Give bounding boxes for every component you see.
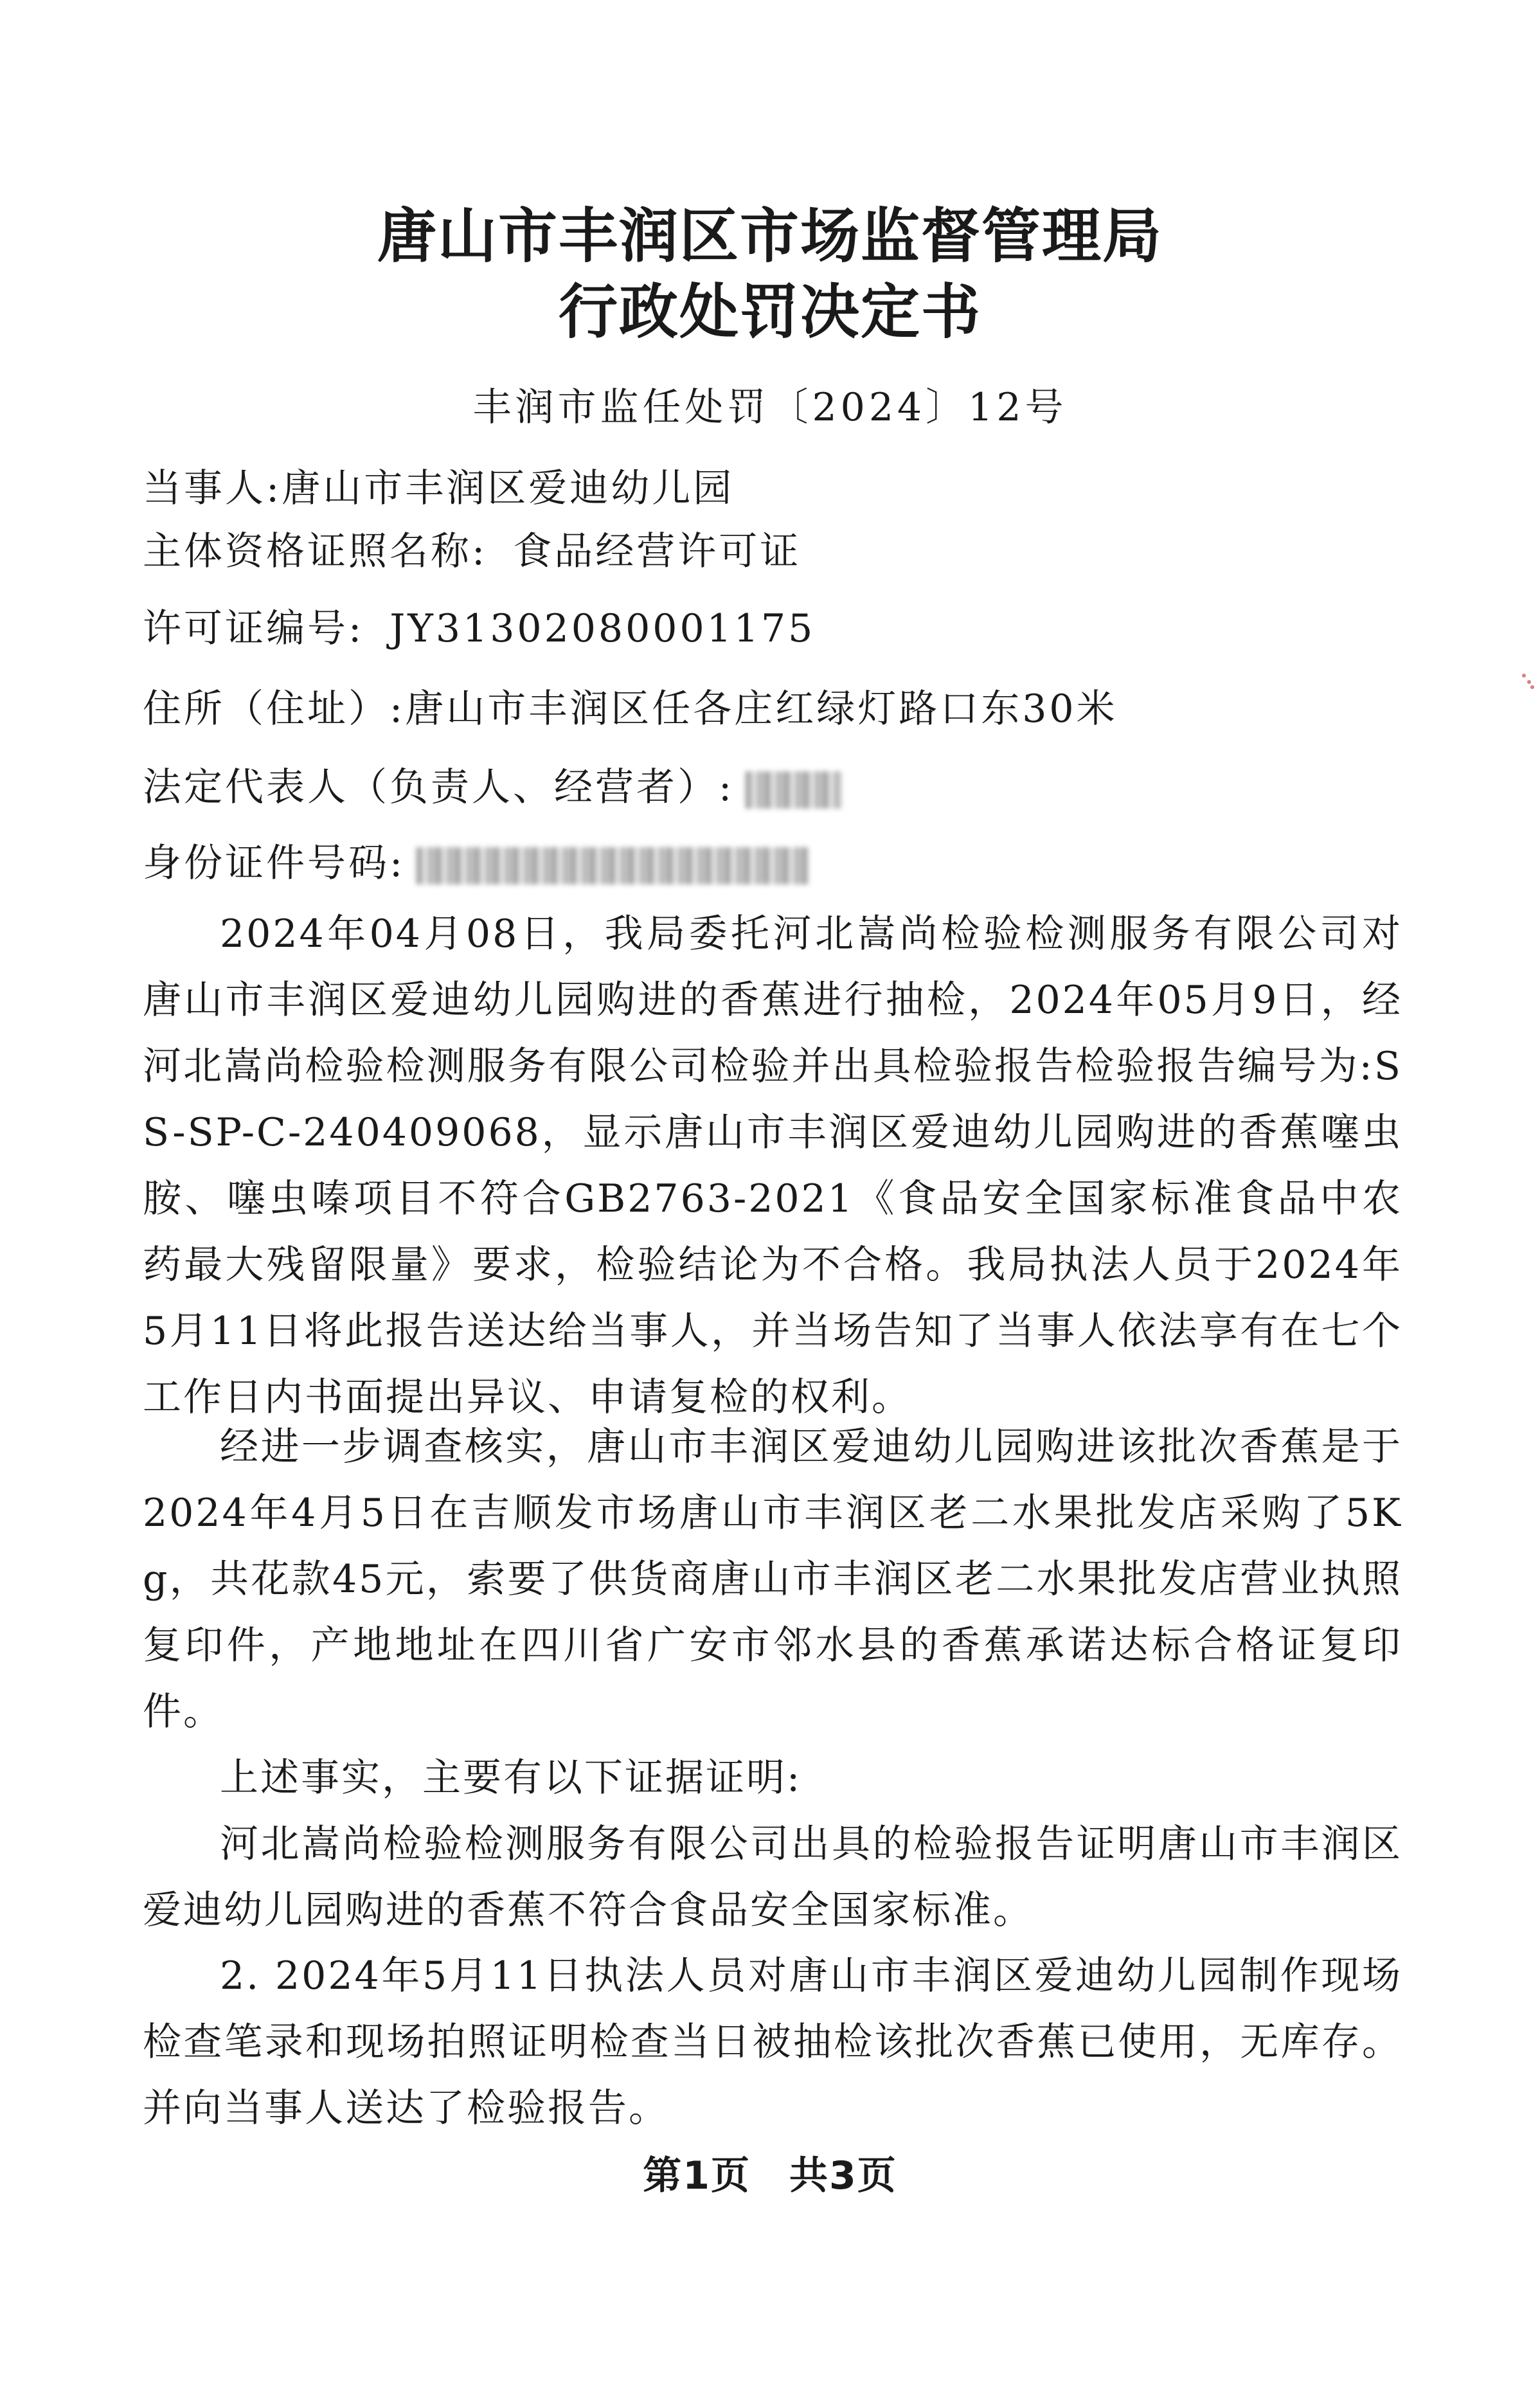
paragraph-evidence-2: 2. 2024年5月11日执法人员对唐山市丰润区爱迪幼儿园制作现场检查笔录和现场拍照证明检查当日被抽检该批次香蕉已使用，无库存。并向当事人送达了检验报告。 <box>143 1953 1402 2131</box>
party-name-row <box>143 466 735 511</box>
document-number: 丰润市监任处罚〔2024〕12号 <box>472 385 1068 430</box>
address-label: 住所（住址）: <box>143 686 406 731</box>
party-name-label: 当事人: <box>143 466 282 511</box>
address-value: 唐山市丰润区任各庄红绿灯路口东30米 <box>405 686 1118 731</box>
address-row <box>143 686 1118 731</box>
document-title-line2: 行政处罚决定书 <box>558 278 981 346</box>
license-row <box>143 606 816 651</box>
cert-row <box>143 529 801 574</box>
paragraph-evidence-intro: 上述事实，主要有以下证据证明: <box>220 1755 802 1800</box>
license-value: JY31302080001175 <box>389 606 816 651</box>
id-number-label: 身份证件号码: <box>143 841 406 886</box>
legal-rep-row <box>143 765 842 810</box>
party-name-value: 唐山市丰润区爱迪幼儿园 <box>282 466 735 511</box>
id-number-row <box>143 841 809 886</box>
paragraph-inspection: 2024年04月08日，我局委托河北嵩尚检验检测服务有限公司对唐山市丰润区爱迪幼儿园购进的香蕉进行抽检，2024年05月9日，经河北嵩尚检验检测服务有限公司检验并出具检验报告检验报告编号为:SS-SP-C-240409068，显示唐山市丰润区爱迪幼儿园购进的香蕉噻虫胺、噻虫嗪项目不符合GB2763-2021《食品安全国家标准食品中农药最大残留限量》要求，检验结论为不合格。我局执法人员于2024年5月11日将此报告送达给当事人，并当场告知了当事人依法享有在七个工作日内书面提出异议、申请复检的权利。 <box>143 911 1402 1420</box>
cert-label: 主体资格证照名称: <box>143 529 488 574</box>
license-label: 许可证编号: <box>143 606 364 651</box>
page-current: 第1页 <box>643 2153 751 2198</box>
paragraph-investigation: 经进一步调查核实，唐山市丰润区爱迪幼儿园购进该批次香蕉是于2024年4月5日在吉顺发市场唐山市丰润区老二水果批发店采购了5Kg，共花款45元，索要了供货商唐山市丰润区老二水果批发店营业执照复印件，产地地址在四川省广安市邻水县的香蕉承诺达标合格证复印件。 <box>143 1424 1402 1734</box>
scan-speck <box>1527 680 1531 684</box>
page-indicator <box>0 2153 1540 2198</box>
id-number-redacted <box>416 847 809 884</box>
document-title-line1: 唐山市丰润区市场监督管理局 <box>377 202 1163 271</box>
cert-value: 食品经营许可证 <box>513 529 801 574</box>
legal-rep-redacted <box>746 771 842 809</box>
page-total: 共3页 <box>789 2153 897 2198</box>
scan-speck <box>1530 685 1534 689</box>
scan-speck <box>1522 674 1526 677</box>
paragraph-evidence-1: 河北嵩尚检验检测服务有限公司出具的检验报告证明唐山市丰润区爱迪幼儿园购进的香蕉不符合食品安全国家标准。 <box>143 1822 1402 1933</box>
legal-rep-label: 法定代表人（负责人、经营者）: <box>143 765 735 810</box>
